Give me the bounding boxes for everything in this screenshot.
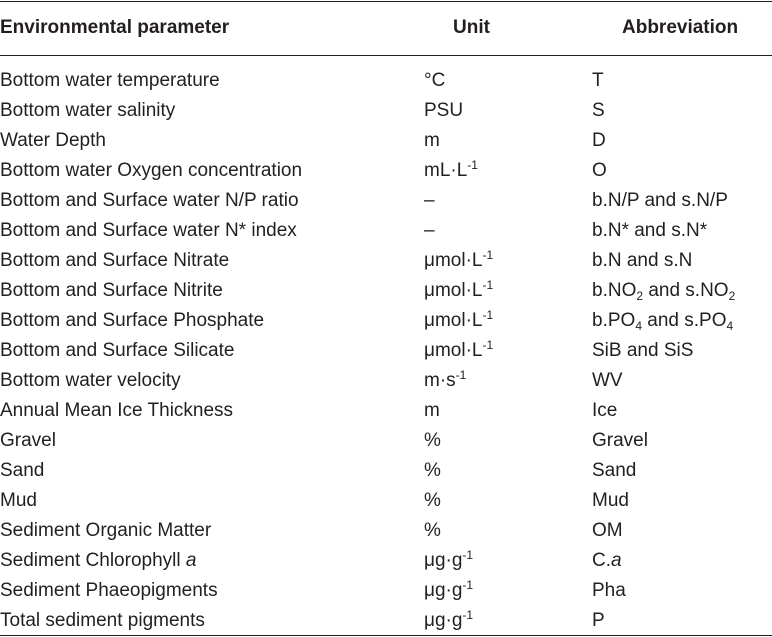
- param-cell: [0, 276, 223, 306]
- abbreviation-cell-text: Pha: [592, 580, 626, 601]
- unit-cell: [424, 576, 473, 606]
- table-row: [0, 306, 772, 336]
- table-row: [0, 366, 772, 396]
- unit-cell-text: μg·g: [424, 610, 463, 631]
- param-cell-text: Bottom water velocity: [0, 370, 181, 391]
- table-bottom-rule: [0, 635, 772, 636]
- param-cell-text: Water Depth: [0, 130, 106, 151]
- abbreviation-cell-text: Ice: [592, 400, 618, 421]
- unit-cell-text: °C: [424, 70, 446, 91]
- abbreviation-cell: [592, 516, 623, 546]
- table-row: [0, 246, 772, 276]
- abbreviation-cell-text: b.N and s.N: [592, 250, 693, 271]
- unit-cell: [424, 306, 493, 336]
- abbreviation-cell-text: Mud: [592, 490, 629, 511]
- param-cell-text: Bottom and Surface water N* index: [0, 220, 297, 241]
- param-cell-text: Bottom and Surface Nitrate: [0, 250, 230, 271]
- param-cell: [0, 546, 196, 576]
- unit-cell-text: PSU: [424, 100, 464, 121]
- param-cell: [0, 156, 302, 186]
- table-row: [0, 186, 772, 216]
- header-environmental-parameter: Environmental parameter: [0, 17, 230, 38]
- table-row: [0, 606, 772, 636]
- unit-cell: [424, 276, 493, 306]
- unit-cell-text: –: [424, 220, 435, 241]
- param-cell: [0, 456, 44, 486]
- abbreviation-cell: [592, 126, 606, 156]
- header-unit: Unit: [453, 17, 490, 38]
- param-cell: [0, 516, 211, 546]
- param-cell: [0, 66, 220, 96]
- table-row: [0, 96, 772, 126]
- unit-cell: [424, 396, 440, 426]
- abbreviation-cell: [592, 156, 607, 186]
- unit-cell: [424, 606, 473, 636]
- abbreviation-cell-text: 4: [726, 319, 734, 333]
- table-row: [0, 456, 772, 486]
- table-row: [0, 486, 772, 516]
- param-cell-text: Sediment Organic Matter: [0, 520, 212, 541]
- abbreviation-cell-text: and s.NO: [643, 280, 729, 301]
- unit-cell: [424, 96, 463, 126]
- abbreviation-cell-text: b.N/P and s.N/P: [592, 190, 728, 211]
- unit-cell: [424, 156, 478, 186]
- table-row: [0, 276, 772, 306]
- unit-cell-text: μg·g: [424, 580, 463, 601]
- unit-cell-text: %: [424, 490, 441, 511]
- unit-cell-text: %: [424, 460, 441, 481]
- unit-cell-text: -1: [455, 368, 467, 382]
- param-cell-text: Gravel: [0, 430, 56, 451]
- abbreviation-cell: [592, 606, 605, 636]
- abbreviation-cell: [592, 576, 626, 606]
- param-cell: [0, 216, 297, 246]
- param-cell: [0, 486, 37, 516]
- unit-cell: [424, 456, 441, 486]
- param-cell-text: Bottom and Surface water N/P ratio: [0, 190, 299, 211]
- param-cell: [0, 606, 205, 636]
- unit-cell-text: m: [424, 400, 440, 421]
- unit-cell-text: -1: [462, 548, 474, 562]
- abbreviation-cell-text: b.PO: [592, 310, 636, 331]
- abbreviation-cell-text: 4: [635, 319, 642, 333]
- unit-cell-text: -1: [482, 308, 494, 322]
- abbreviation-cell-text: T: [592, 70, 604, 91]
- abbreviation-cell-text: b.NO: [592, 280, 637, 301]
- unit-cell-text: m: [424, 130, 440, 151]
- abbreviation-cell-text: SiB and SiS: [592, 340, 694, 361]
- param-cell-text: Bottom and Surface Phosphate: [0, 310, 265, 331]
- abbreviation-cell: [592, 396, 617, 426]
- unit-cell: [424, 516, 441, 546]
- param-cell-text: Annual Mean Ice Thickness: [0, 400, 234, 421]
- unit-cell-text: m·s: [424, 370, 456, 391]
- abbreviation-cell-text: WV: [592, 370, 623, 391]
- unit-cell: [424, 126, 440, 156]
- unit-cell-text: %: [424, 430, 441, 451]
- param-cell-text: Mud: [0, 490, 37, 511]
- unit-cell: [424, 486, 441, 516]
- unit-cell-text: μmol·L: [424, 310, 483, 331]
- unit-cell-text: μmol·L: [424, 250, 483, 271]
- abbreviation-cell-text: b.N* and s.N*: [592, 220, 708, 241]
- param-cell-text: Bottom water salinity: [0, 100, 176, 121]
- abbreviation-cell-text: S: [592, 100, 605, 121]
- abbreviation-cell: [592, 246, 692, 276]
- abbreviation-cell: [592, 276, 735, 306]
- unit-cell-text: -1: [482, 338, 494, 352]
- param-cell: [0, 396, 233, 426]
- abbreviation-cell: [592, 186, 728, 216]
- abbreviation-cell: [592, 546, 622, 576]
- table-row: [0, 576, 772, 606]
- unit-cell: [424, 426, 441, 456]
- unit-cell-text: -1: [462, 578, 474, 592]
- param-cell: [0, 426, 56, 456]
- table-row: [0, 126, 772, 156]
- unit-cell: [424, 66, 445, 96]
- abbreviation-cell-text: and s.PO: [642, 310, 727, 331]
- table-row: [0, 66, 772, 96]
- abbreviation-cell: [592, 456, 636, 486]
- abbreviation-cell: [592, 486, 629, 516]
- abbreviation-cell: [592, 66, 604, 96]
- param-cell: [0, 126, 106, 156]
- table-top-rule: [0, 1, 772, 2]
- param-cell-text: Sediment Phaeopigments: [0, 580, 218, 601]
- abbreviation-cell: [592, 96, 605, 126]
- param-cell-text: Sediment Chlorophyll: [0, 550, 186, 571]
- param-cell: [0, 96, 175, 126]
- unit-cell-text: -1: [482, 248, 494, 262]
- header-abbreviation: Abbreviation: [622, 17, 739, 38]
- unit-cell: [424, 366, 466, 396]
- abbreviation-cell-text: P: [592, 610, 605, 631]
- unit-cell-text: mL·L: [424, 160, 468, 181]
- abbreviation-cell-text: OM: [592, 520, 623, 541]
- param-cell-text: Sand: [0, 460, 45, 481]
- abbreviation-cell-text: D: [592, 130, 606, 151]
- table-row: [0, 546, 772, 576]
- param-cell-text: Bottom water temperature: [0, 70, 220, 91]
- param-cell-text: a: [185, 550, 197, 571]
- abbreviation-cell-text: Sand: [592, 460, 637, 481]
- unit-cell-text: -1: [467, 158, 478, 172]
- unit-cell-text: μmol·L: [424, 280, 483, 301]
- abbreviation-cell: [592, 216, 707, 246]
- abbreviation-cell: [592, 426, 648, 456]
- unit-cell: [424, 336, 493, 366]
- param-cell: [0, 306, 264, 336]
- table-row: [0, 336, 772, 366]
- param-cell: [0, 336, 234, 366]
- unit-cell: [424, 246, 493, 276]
- param-cell: [0, 366, 181, 396]
- abbreviation-cell-text: 2: [728, 289, 736, 303]
- unit-cell-text: –: [424, 190, 435, 211]
- unit-cell-text: %: [424, 520, 441, 541]
- table-row: [0, 396, 772, 426]
- table-row: [0, 516, 772, 546]
- abbreviation-cell-text: 2: [636, 289, 644, 303]
- abbreviation-cell: [592, 366, 623, 396]
- param-cell-text: Bottom and Surface Silicate: [0, 340, 235, 361]
- param-cell: [0, 576, 218, 606]
- abbreviation-cell: [592, 306, 733, 336]
- table-row: [0, 426, 772, 456]
- abbreviation-cell-text: Gravel: [592, 430, 648, 451]
- param-cell-text: Bottom water Oxygen concentration: [0, 160, 303, 181]
- abbreviation-cell-text: C.: [592, 550, 611, 571]
- param-cell: [0, 186, 299, 216]
- param-cell: [0, 246, 229, 276]
- abbreviation-cell-text: a: [611, 550, 622, 571]
- abbreviation-cell: [592, 336, 693, 366]
- param-cell-text: Total sediment pigments: [0, 610, 205, 631]
- unit-cell-text: μg·g: [424, 550, 463, 571]
- param-cell-text: Bottom and Surface Nitrite: [0, 280, 223, 301]
- unit-cell: [424, 216, 435, 246]
- abbreviation-cell-text: O: [592, 160, 607, 181]
- unit-cell-text: -1: [482, 278, 494, 292]
- unit-cell: [424, 546, 473, 576]
- header-rule: [0, 55, 772, 56]
- unit-cell-text: -1: [462, 608, 474, 622]
- table-row: [0, 156, 772, 186]
- unit-cell: [424, 186, 435, 216]
- unit-cell-text: μmol·L: [424, 340, 483, 361]
- table-row: [0, 216, 772, 246]
